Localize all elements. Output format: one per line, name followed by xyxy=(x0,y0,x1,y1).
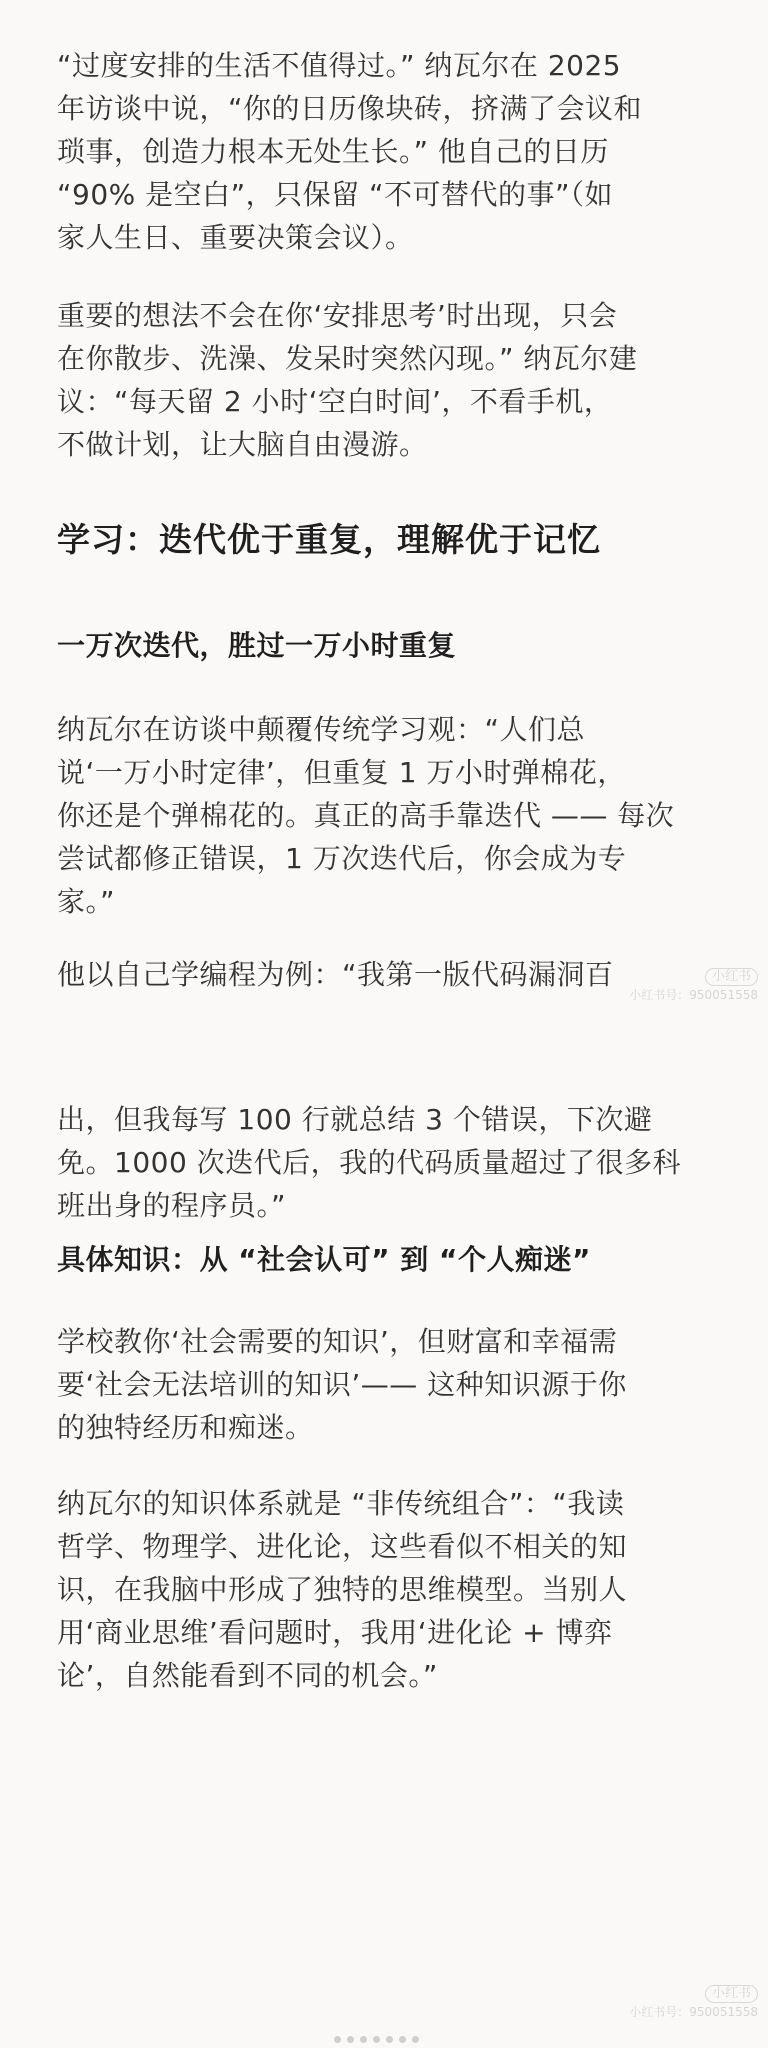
text-line: 学校教你‘社会需要的知识’，但财富和幸福需 xyxy=(57,1325,618,1358)
text-line: 纳瓦尔在访谈中颠覆传统学习观：“人们总 xyxy=(57,713,586,746)
text-line: 班出身的程序员。” xyxy=(57,1189,287,1222)
text-line: 哲学、物理学、进化论，这些看似不相关的知 xyxy=(57,1530,628,1563)
text-line: 他以自己学编程为例：“我第一版代码漏洞百 xyxy=(57,958,614,991)
text-line: 要‘社会无法培训的知识’—— 这种知识源于你 xyxy=(57,1368,627,1401)
page-dot xyxy=(373,2036,380,2043)
paragraph-iteration xyxy=(57,708,707,923)
paragraph-calendar xyxy=(57,44,707,259)
section-heading-learning: 学习：迭代优于重复，理解优于记忆 xyxy=(57,520,601,559)
page-dot xyxy=(334,2036,341,2043)
page-dots xyxy=(334,2036,419,2043)
watermark-bottom xyxy=(630,1985,760,2031)
text-line: 尝试都修正错误，1 万次迭代后，你会成为专 xyxy=(57,842,627,875)
page-dot xyxy=(386,2036,393,2043)
watermark xyxy=(630,968,760,1014)
paragraph-school-knowledge xyxy=(57,1320,707,1449)
paragraph-programming-intro xyxy=(57,953,707,996)
text-line: 家人生日、重要决策会议）。 xyxy=(57,221,414,254)
watermark-logo: 小红书 xyxy=(705,968,758,986)
subheading-iteration: 一万次迭代，胜过一万小时重复 xyxy=(57,629,457,662)
watermark-text: 小红书号：950051558 xyxy=(629,988,758,1002)
page-dot xyxy=(399,2036,406,2043)
text-line: 不做计划，让大脑自由漫游。 xyxy=(57,428,428,461)
page-dot xyxy=(412,2036,419,2043)
text-line: 的独特经历和痴迷。 xyxy=(57,1411,314,1444)
text-line: 家。” xyxy=(57,885,116,918)
text-line: “过度安排的生活不值得过。” 纳瓦尔在 2025 xyxy=(57,49,622,82)
page-dot xyxy=(347,2036,354,2043)
watermark-logo: 小红书 xyxy=(705,1985,758,2003)
paragraph-programming xyxy=(57,1098,707,1227)
paragraph-knowledge-system xyxy=(57,1482,707,1697)
text-line: 出，但我每写 100 行就总结 3 个错误，下次避 xyxy=(57,1103,653,1136)
text-line: 你还是个弹棉花的。真正的高手靠迭代 —— 每次 xyxy=(57,799,675,832)
text-line: 重要的想法不会在你‘安排思考’时出现，只会 xyxy=(57,299,618,332)
text-line: 说‘一万小时定律’，但重复 1 万小时弹棉花， xyxy=(57,756,626,789)
text-line: 论’，自然能看到不同的机会。” xyxy=(57,1659,438,1692)
text-line: 议：“每天留 2 小时‘空白时间’，不看手机， xyxy=(57,385,613,418)
page-dot xyxy=(360,2036,367,2043)
text-line: 年访谈中说，“你的日历像块砖，挤满了会议和 xyxy=(57,92,643,125)
subheading-knowledge: 具体知识：从 “社会认可” 到 “个人痴迷” xyxy=(57,1243,591,1276)
text-line: 识，在我脑中形成了独特的思维模型。当别人 xyxy=(57,1573,628,1606)
text-line: 在你散步、洗澡、发呆时突然闪现。” 纳瓦尔建 xyxy=(57,342,638,375)
watermark-text: 小红书号：950051558 xyxy=(629,2005,758,2019)
text-line: 纳瓦尔的知识体系就是 “非传统组合”：“我读 xyxy=(57,1487,625,1520)
text-line: 免。1000 次迭代后，我的代码质量超过了很多科 xyxy=(57,1146,682,1179)
text-line: 用‘商业思维’看问题时，我用‘进化论 + 博弈 xyxy=(57,1616,613,1649)
page-indicator xyxy=(0,2032,768,2048)
text-line: 琐事，创造力根本无处生长。” 他自己的日历 xyxy=(57,135,609,168)
text-line: “90% 是空白”，只保留 “不可替代的事”（如 xyxy=(57,178,614,211)
paragraph-blank-time xyxy=(57,294,707,466)
